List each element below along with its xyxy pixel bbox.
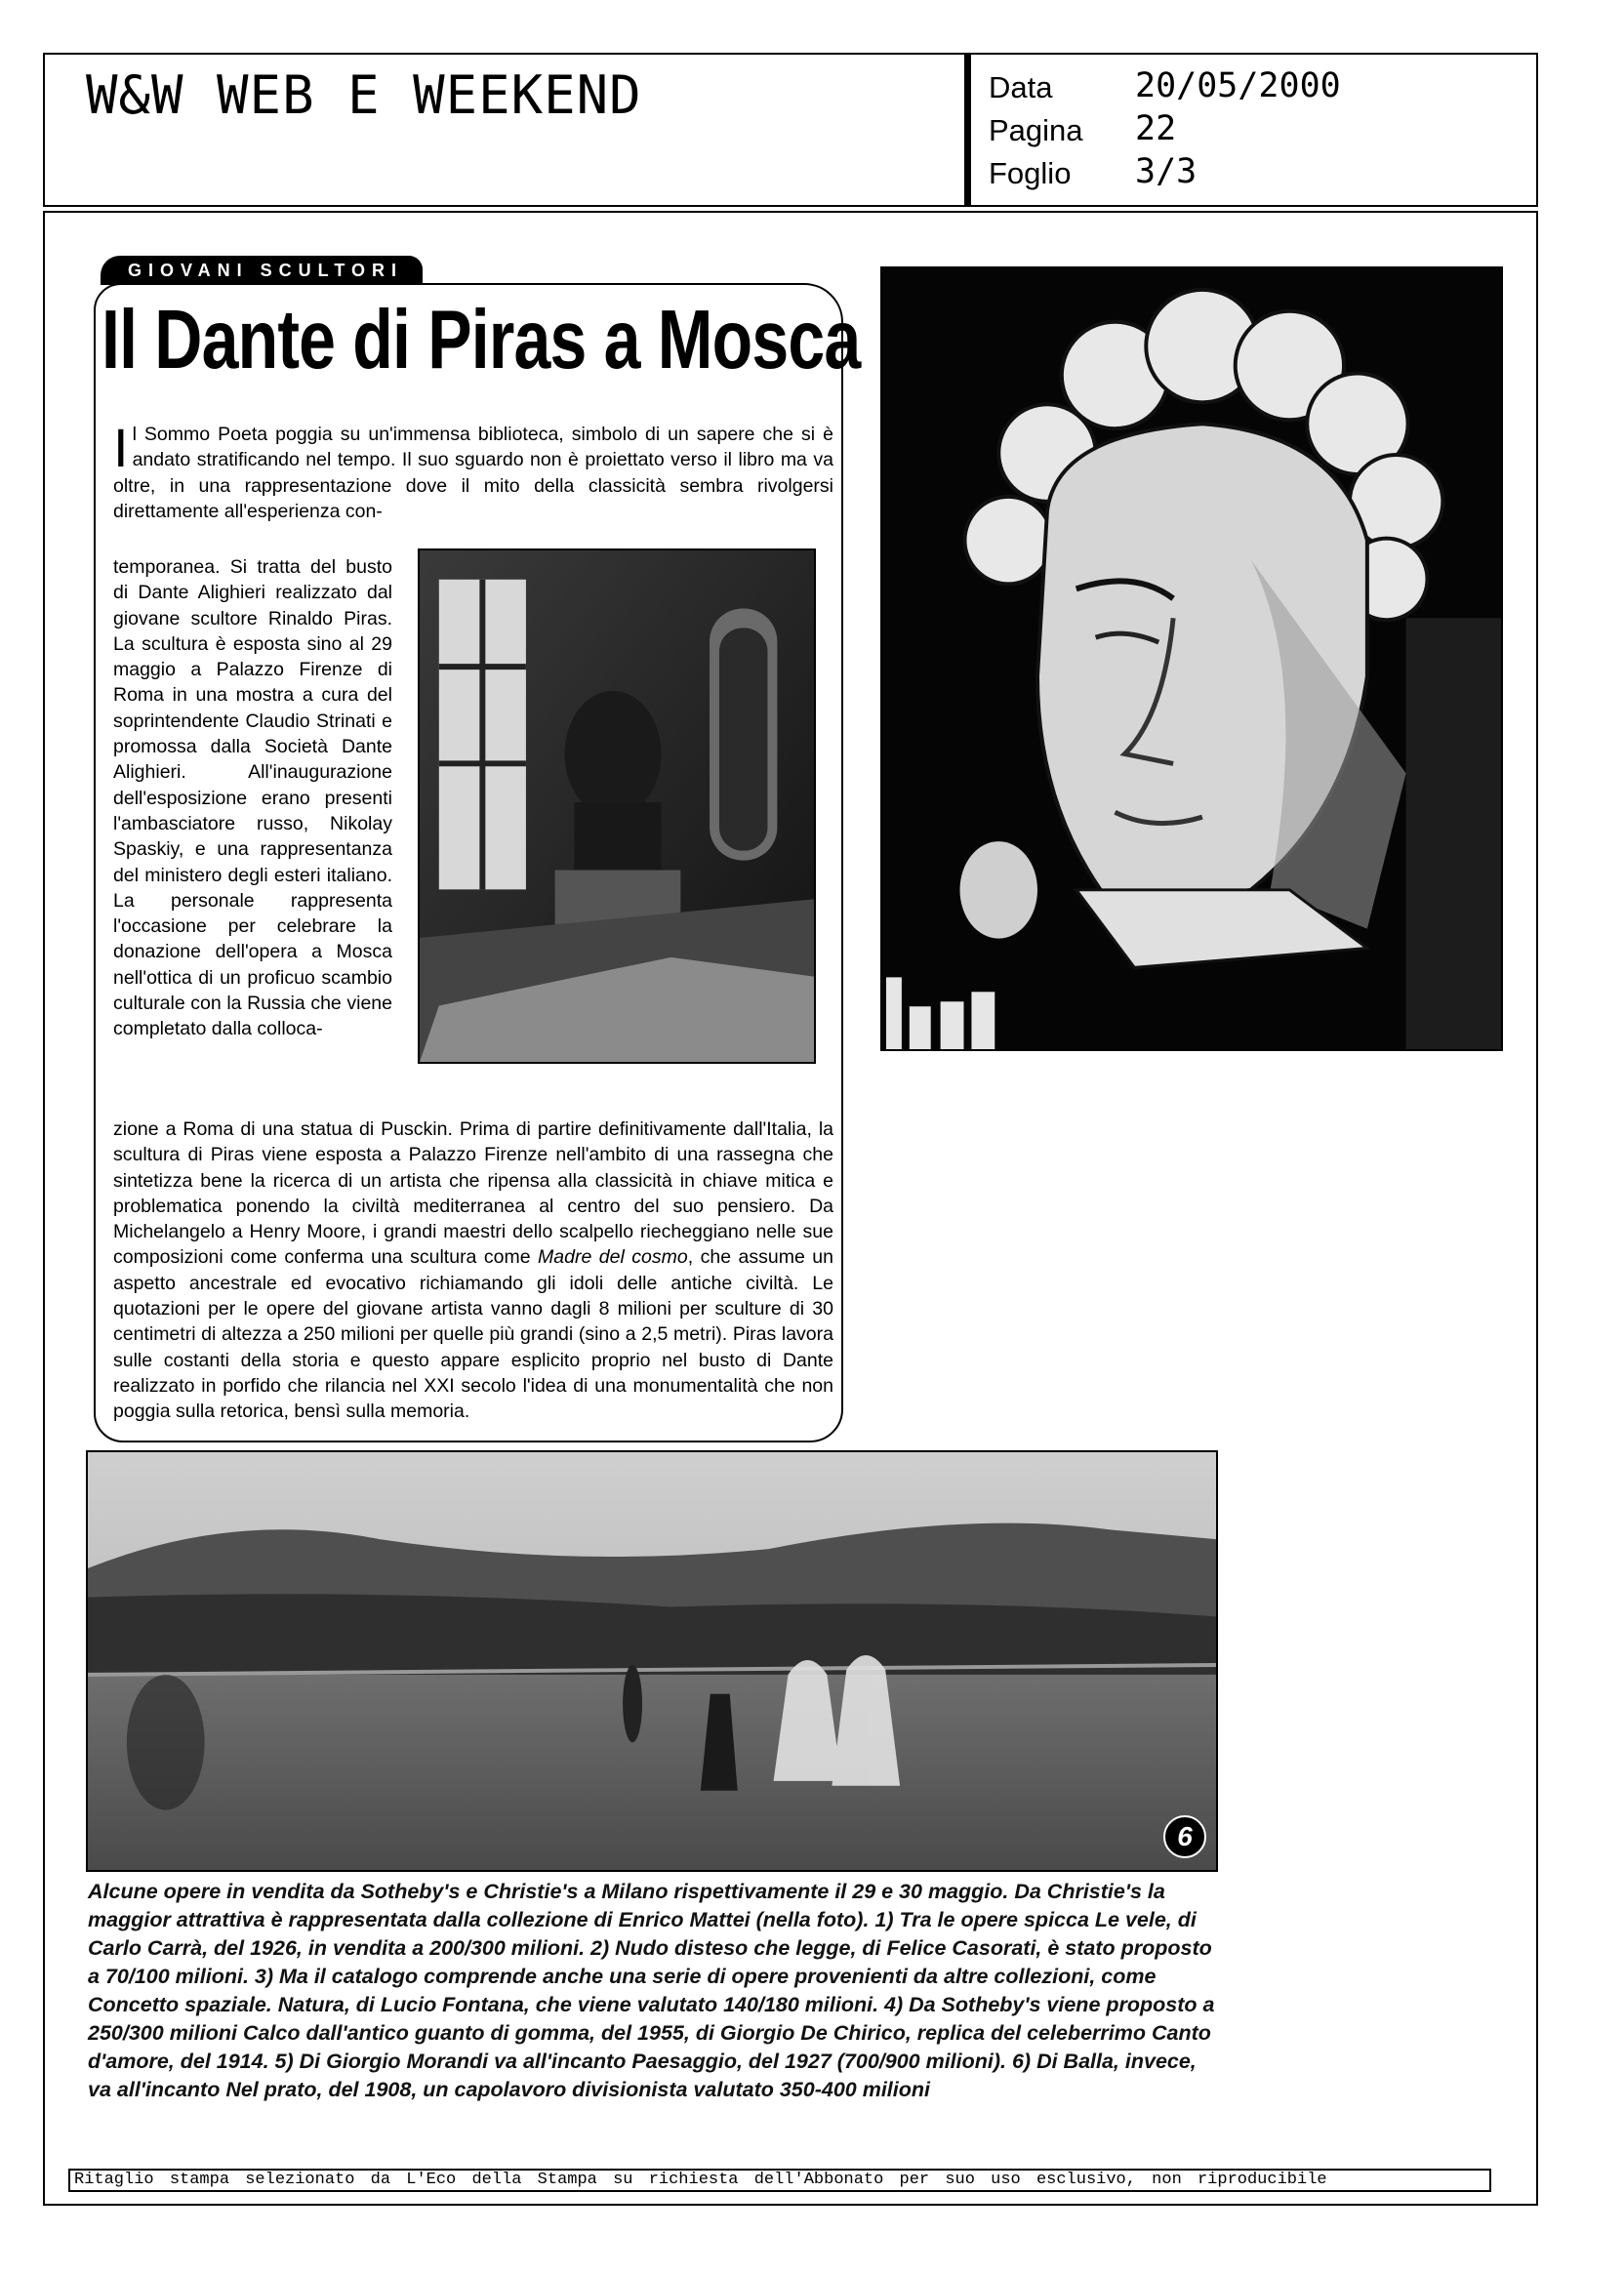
article-text-bottom-2: , che assume un aspetto ancestrale ed evocativo richiamando gli idoli delle antiche civiltà. Le quotazioni per le opere del giovane artista vanno dagli 8 milioni per sculture di 30 centimetri di altezza a 250 milioni per quelle più grandi (sino a 2,5 metri). Piras lavora sulle costanti della storia e questo appare esplicito proprio nel busto di Dante realizzato in porfido che rilancia nel XXI secolo l'idea di una monumentalità che non poggia sulla retorica, bensì sulla memoria. [113, 1246, 833, 1423]
meta-row-data [989, 66, 1535, 109]
header-title-box [43, 53, 966, 207]
exhibition-interior-photo [418, 548, 816, 1064]
photo-caption: Alcune opere in vendita da Sotheby's e Christie's a Milano rispettivamente il 29 e 30 maggio. Da Christie's la maggior attrattiva è rappresentata dalla collezione di Enrico Mattei (nella foto). 1) Tra le opere spicca Le vele, di Carlo Carrà, del 1926, in vendita a 200/300 milioni. 2) Nudo disteso che legge, di Felice Casorati, è stato proposto a 70/100 milioni. 3) Ma il catalogo comprende anche una serie di opere provenienti da altre collezioni, come Concetto spaziale. Natura, di Lucio Fontana, che viene valutato 140/180 milioni. 4) Da Sotheby's viene proposto a 250/300 milioni Calco dall'antico guanto di gomma, del 1955, di Giorgio De Chirico, replica del celeberrimo Canto d'amore, del 1914. 5) Di Giorgio Morandi va all'incanto Paesaggio, del 1927 (700/900 milioni). 6) Di Balla, invece, va all'incanto Nel prato, del 1908, un capolavoro divisionista valutato 350-400 milioni [88, 1880, 1215, 2101]
data-label: Data [989, 70, 1053, 104]
clipping-footer-notice: Ritaglio stampa selezionato da L'Eco della Stampa su richiesta dell'Abbonato per suo uso esclusivo, non riproducibile [68, 2169, 1491, 2192]
article-text-top: l Sommo Poeta poggia su un'immensa biblioteca, simbolo di un sapere che si è andato stratificando nel tempo. Il suo sguardo non è proiettato verso il libro ma va oltre, in una rappresentazione dove il mito della classicità sembra rivolgersi direttamente all'esperienza con- [113, 424, 833, 522]
artwork-title-madre-del-cosmo: Madre del cosmo [538, 1246, 688, 1269]
meta-row-pagina [989, 109, 1535, 152]
article-headline: Il Dante di Piras a Mosca [102, 294, 861, 386]
foglio-value: 3/3 [1135, 152, 1198, 191]
landscape-painting-photo [86, 1450, 1218, 1872]
foglio-label: Foglio [989, 156, 1072, 190]
photo-number-badge: 6 [1163, 1815, 1206, 1858]
meta-row-foglio [989, 152, 1535, 195]
article-paragraph-bottom [113, 1117, 833, 1425]
pagina-value: 22 [1135, 109, 1177, 148]
header-meta-box [966, 53, 1538, 207]
article-paragraph-top [113, 417, 833, 524]
bust-sculpture-photo [880, 266, 1503, 1051]
drop-cap: I [113, 417, 129, 478]
data-value: 20/05/2000 [1135, 66, 1341, 105]
article-paragraph-middle: temporanea. Si tratta del busto di Dante Alighieri realizzato dal giovane scultore Rinaldo Piras. La scultura è esposta sino al 29 maggio a Palazzo Firenze di Roma in una mostra a cura del soprintendente Claudio Strinati e promossa dalla Società Dante Alighieri. All'inaugurazione dell'esposizione erano presenti l'ambasciatore russo, Nikolay Spaskiy, e una rappresentanza del ministero degli esteri italiano. La personale rappresenta l'occasione per celebrare la donazione dell'opera a Mosca nell'ottica di un proficuo scambio culturale con la Russia che viene completato dalla colloca- [113, 556, 392, 1040]
article-kicker: GIOVANI SCULTORI [101, 256, 423, 285]
article-text-bottom-1: zione a Roma di una statua di Pusckin. Prima di partire definitivamente dall'Italia, la scultura di Piras viene esposta a Palazzo Firenze nell'ambito di una rassegna che sintetizza bene la ricerca di un artista che ripensa alla classicità in chiave mitica e problematica ponendo la civiltà mediterranea al centro del suo pensiero. Da Michelangelo a Henry Moore, i grandi maestri dello scalpello riecheggiano nelle sue composizioni come conferma una scultura come [113, 1118, 833, 1269]
pagina-label: Pagina [989, 113, 1083, 147]
publication-title: W&W WEB E WEEKEND [86, 64, 642, 126]
